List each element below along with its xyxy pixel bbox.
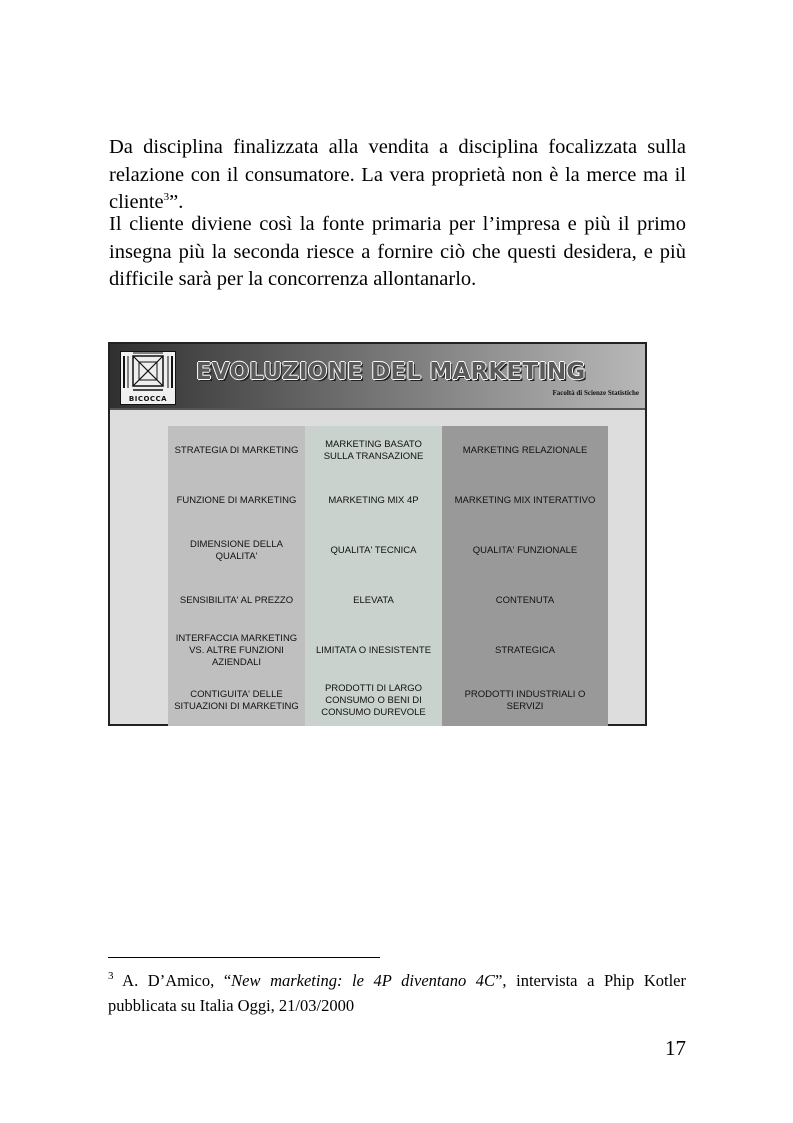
table-cell: PRODOTTI INDUSTRIALI O SERVIZI: [442, 676, 608, 726]
paragraph-1-end: ”.: [169, 191, 184, 213]
table-cell: PRODOTTI DI LARGO CONSUMO O BENI DI CONSUMO DUREVOLE: [305, 676, 442, 726]
university-logo: [120, 351, 176, 405]
footnote-rest: ”, intervista a Phip Kotler pubblicata su Italia Oggi, 21/03/2000: [108, 971, 686, 1015]
table-cell: STRATEGIA DI MARKETING: [168, 426, 305, 476]
paragraph-1-text: Da disciplina finalizzata alla vendita a disciplina focalizzata sulla relazione con il consumatore. La vera proprietà non è la merce ma il cliente: [109, 136, 686, 213]
table-cell: CONTENUTA: [442, 576, 608, 626]
table-cell: FUNZIONE DI MARKETING: [168, 476, 305, 526]
footnote-title: New marketing: le 4P diventano 4C: [231, 971, 496, 990]
slide-header: [110, 344, 645, 410]
table-cell: MARKETING RELAZIONALE: [442, 426, 608, 476]
paragraph-1: [109, 134, 686, 217]
university-seal-icon: [121, 352, 175, 396]
table-cell: SENSIBILITA' AL PREZZO: [168, 576, 305, 626]
table-cell: MARKETING BASATO SULLA TRANSAZIONE: [305, 426, 442, 476]
table-cell: QUALITA' TECNICA: [305, 526, 442, 576]
table-cell: MARKETING MIX INTERATTIVO: [442, 476, 608, 526]
table-cell: LIMITATA O INESISTENTE: [305, 626, 442, 676]
table-cell: MARKETING MIX 4P: [305, 476, 442, 526]
footnote-number: 3: [108, 970, 114, 982]
table-cell: CONTIGUITA' DELLE SITUAZIONI DI MARKETING: [168, 676, 305, 726]
table-cell: DIMENSIONE DELLA QUALITA': [168, 526, 305, 576]
marketing-evolution-slide: [108, 342, 647, 726]
footnote-author: A. D’Amico, “: [113, 971, 232, 990]
table-cell: STRATEGICA: [442, 626, 608, 676]
table-cell: ELEVATA: [305, 576, 442, 626]
footnote-ref[interactable]: 3: [163, 191, 170, 203]
footnote-divider: [108, 957, 380, 958]
page-number: 17: [665, 1036, 686, 1060]
paragraph-2: Il cliente diviene così la fonte primaria per l’impresa e più il primo insegna più la seconda riesce a fornire ciò che questi desidera, e più difficile sarà per la concorrenza allontanarlo.: [109, 213, 686, 290]
footnote: [108, 968, 686, 1018]
logo-text: BICOCCA: [128, 395, 168, 403]
slide-title: EVOLUZIONE DEL MARKETING: [196, 359, 586, 385]
table-cell: INTERFACCIA MARKETING VS. ALTRE FUNZIONI AZIENDALI: [168, 626, 305, 676]
comparison-table: [168, 426, 608, 726]
slide-subtitle: Facoltà di Scienze Statistiche: [552, 389, 639, 397]
table-cell: QUALITA' FUNZIONALE: [442, 526, 608, 576]
